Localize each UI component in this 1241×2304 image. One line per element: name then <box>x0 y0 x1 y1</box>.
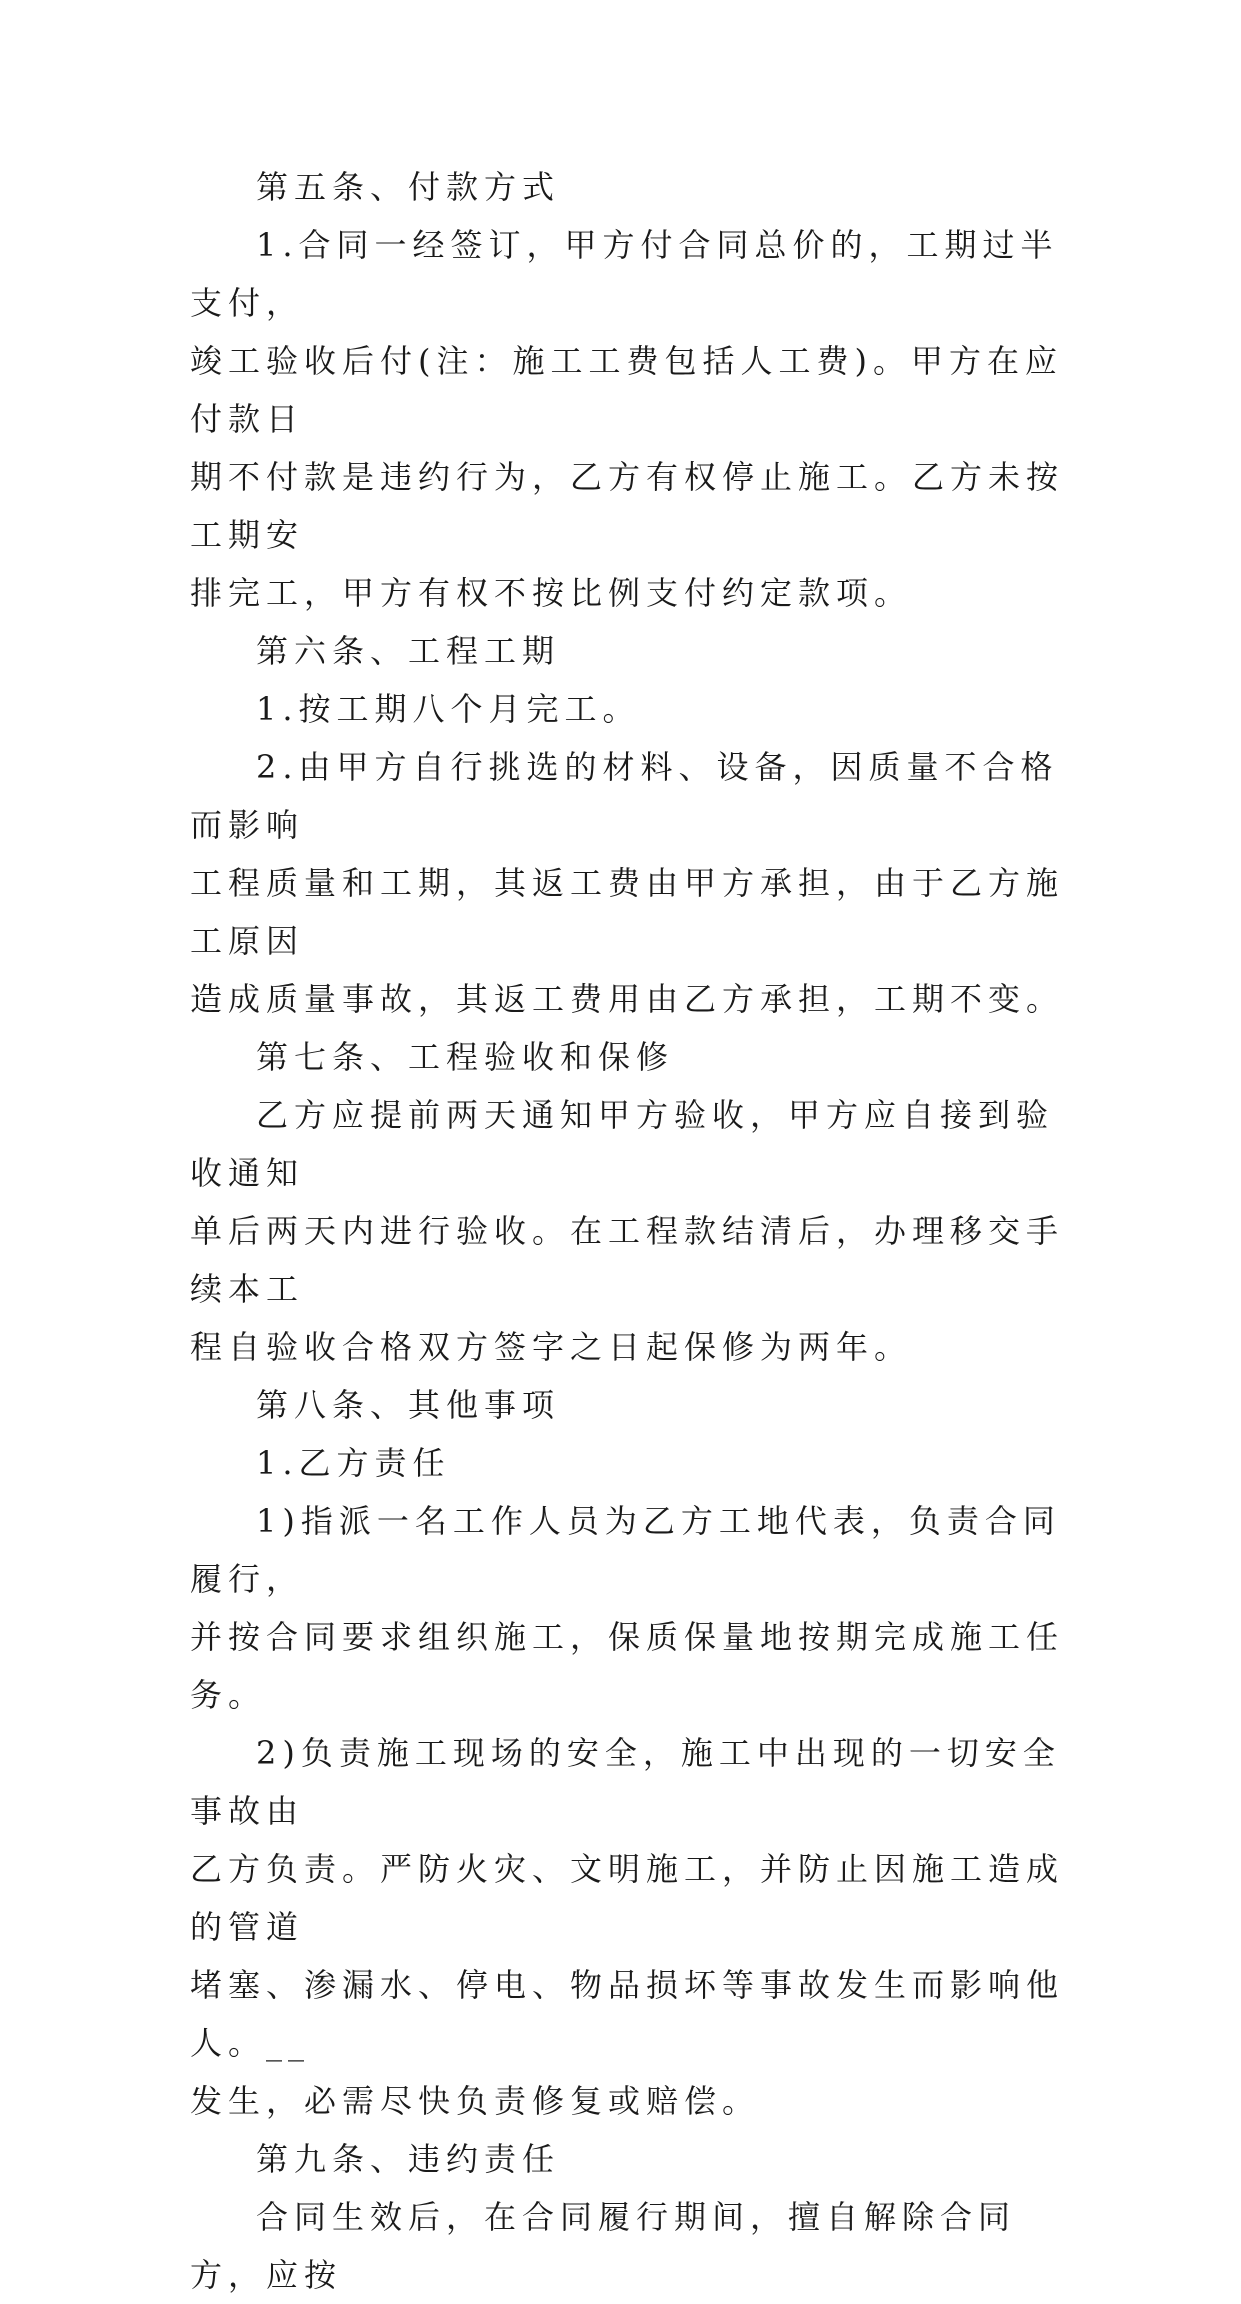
paragraph-responsibility-item-2: 2)负责施工现场的安全，施工中出现的一切安全事故由 乙方负责。严防火灾、文明施工，并防止因施工造成的管道 堵塞、渗漏水、停电、物品损坏等事故发生而影响他人。__ 发生，必需尽快负责修复或赔偿。 <box>190 1734 1065 2120</box>
section-heading-article-9: 第九条、违约责任 <box>256 2140 561 2178</box>
paragraph-breach-liability: 合同生效后，在合同履行期间，擅自解除合同方，应按 <box>190 2198 1017 2294</box>
document-body <box>190 158 1070 2304</box>
section-heading-article-5: 第五条、付款方式 <box>256 168 561 206</box>
paragraph-payment-terms: 1.合同一经签订，甲方付合同总价的，工期过半支付， 竣工验收后付(注：施工工费包括人工费)。甲方在应付款日 期不付款是违约行为，乙方有权停止施工。乙方未按工期安 排完工，甲方有权不按比例支付约定款项。 <box>190 226 1065 612</box>
paragraph-acceptance-warranty: 乙方应提前两天通知甲方验收，甲方应自接到验收通知 单后两天内进行验收。在工程款结清后，办理移交手续本工 程自验收合格双方签字之日起保修为两年。 <box>190 1096 1065 1366</box>
paragraph-responsibility-item-1: 1)指派一名工作人员为乙方工地代表，负责合同履行， 并按合同要求组织施工，保质保量地按期完成施工任务。 <box>190 1502 1065 1714</box>
section-heading-article-7: 第七条、工程验收和保修 <box>256 1038 675 1076</box>
paragraph-party-b-responsibility: 1.乙方责任 <box>256 1444 451 1482</box>
section-heading-article-8: 第八条、其他事项 <box>256 1386 561 1424</box>
paragraph-schedule-2: 2.由甲方自行挑选的材料、设备，因质量不合格而影响 工程质量和工期，其返工费由甲方承担，由于乙方施工原因 造成质量事故，其返工费用由乙方承担，工期不变。 <box>190 748 1065 1018</box>
section-heading-article-6: 第六条、工程工期 <box>256 632 561 670</box>
paragraph-schedule-1: 1.按工期八个月完工。 <box>256 690 641 728</box>
